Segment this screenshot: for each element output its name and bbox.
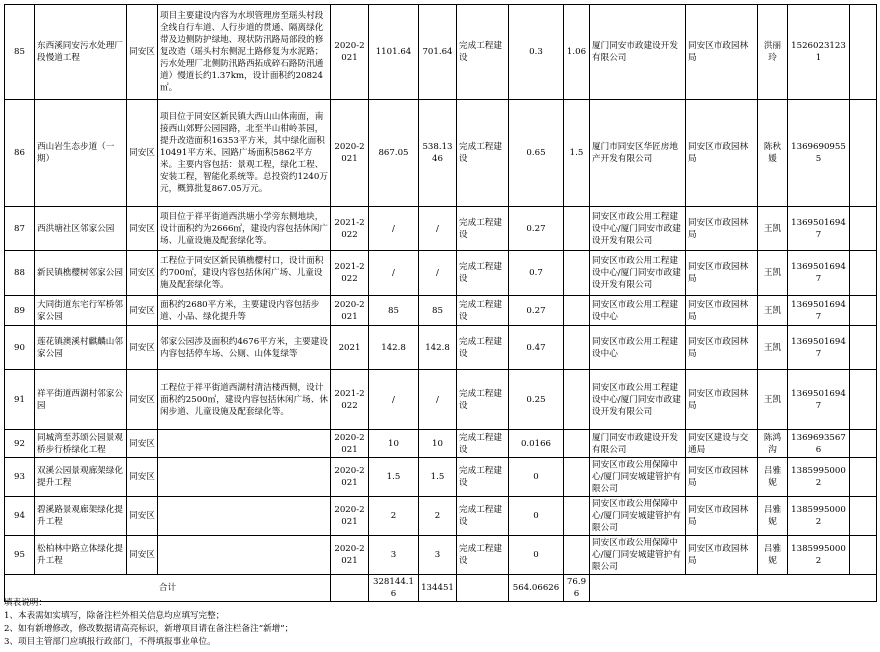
cell-no: 94 bbox=[5, 497, 35, 536]
cell-dept: 同安区市政园林局 bbox=[686, 497, 758, 536]
cell-no: 95 bbox=[5, 536, 35, 575]
cell-district: 同安区 bbox=[127, 100, 158, 207]
cell-v1: 0.0166 bbox=[509, 430, 564, 458]
notes-title: 填表说明： bbox=[4, 598, 47, 608]
total-label: 合计 bbox=[5, 575, 331, 602]
fill-instructions bbox=[4, 597, 293, 649]
table-row bbox=[5, 536, 877, 575]
cell-remark bbox=[850, 370, 877, 430]
cell-inv-done: / bbox=[419, 207, 457, 251]
cell-period: 2020-2021 bbox=[331, 430, 369, 458]
cell-inv-total: 1.5 bbox=[369, 458, 419, 497]
cell-content: 工程位于祥平街道西湖村清洁楼西侧，设计面积约2500㎡，建设内容包括休闲广场、休闲步道、儿童设施及配套绿化等。 bbox=[158, 370, 331, 430]
cell-inv-done: 1.5 bbox=[419, 458, 457, 497]
cell-no: 88 bbox=[5, 251, 35, 296]
cell-v1: 0.3 bbox=[509, 5, 564, 100]
cell-district: 同安区 bbox=[127, 370, 158, 430]
cell-owner: 同安区市政公用工程建设中心/厦门同安市政建设开发有限公司 bbox=[590, 251, 686, 296]
cell-contact: 陈秋媛 bbox=[758, 100, 788, 207]
cell-owner: 同安区市政公用工程建设中心 bbox=[590, 326, 686, 370]
cell-remark bbox=[850, 430, 877, 458]
cell-phone: 13695016947 bbox=[788, 296, 850, 326]
cell-period: 2020-2021 bbox=[331, 458, 369, 497]
cell-phone: 13859950002 bbox=[788, 458, 850, 497]
cell-district: 同安区 bbox=[127, 207, 158, 251]
cell-no: 85 bbox=[5, 5, 35, 100]
note-3: 3、项目主管部门应填报行政部门，不得填报事业单位。 bbox=[4, 637, 216, 647]
cell-content bbox=[158, 536, 331, 575]
cell-v1: 0 bbox=[509, 536, 564, 575]
cell-phone: 13695016947 bbox=[788, 251, 850, 296]
cell-owner: 同安区市政公用保障中心/厦门同安城建管护有限公司 bbox=[590, 458, 686, 497]
cell-phone: 13695016947 bbox=[788, 326, 850, 370]
cell-name: 莲花镇澳溪村麒麟山邻家公园 bbox=[35, 326, 127, 370]
table-row bbox=[5, 370, 877, 430]
cell-name: 西洪塘社区邻家公园 bbox=[35, 207, 127, 251]
table-row bbox=[5, 458, 877, 497]
cell-contact: 王凯 bbox=[758, 326, 788, 370]
note-2: 2、如有新增修改，修改数据请高亮标识，新增项目请在备注栏备注“新增”； bbox=[4, 624, 294, 634]
cell-no: 92 bbox=[5, 430, 35, 458]
cell-owner: 同安区市政公用工程建设中心 bbox=[590, 296, 686, 326]
cell-dept: 同安区市政园林局 bbox=[686, 370, 758, 430]
cell-v2 bbox=[564, 326, 590, 370]
cell-no: 89 bbox=[5, 296, 35, 326]
cell-dept: 同安区市政园林局 bbox=[686, 207, 758, 251]
cell-content: 项目位于同安区新民镇大西山山体南面，南接西山郊野公园园路，北至半山柑岭茶园，提升改造面积16353平方米，其中绿化面积10491平方米、园路广场面积5862平方米。主要内容包括：景观工程，绿化工程、安装工程，智能化系统等。总投资约1240万元，概算批复867.05万元。 bbox=[158, 100, 331, 207]
cell-v2 bbox=[564, 458, 590, 497]
cell-v2 bbox=[564, 207, 590, 251]
table-row bbox=[5, 251, 877, 296]
cell-v2 bbox=[564, 251, 590, 296]
cell-inv-done: 701.64 bbox=[419, 5, 457, 100]
cell-remark bbox=[850, 326, 877, 370]
cell-content: 邻家公园涉及面积约4676平方米，主要建设内容包括停车场、公厕、山体复绿等 bbox=[158, 326, 331, 370]
cell-no: 90 bbox=[5, 326, 35, 370]
cell-phone: 13696909555 bbox=[788, 100, 850, 207]
cell-remark bbox=[850, 5, 877, 100]
cell-status: 完成工程建设 bbox=[457, 497, 509, 536]
cell-period: 2021-2022 bbox=[331, 251, 369, 296]
cell-owner: 同安区市政公用保障中心/厦门同安城建管护有限公司 bbox=[590, 497, 686, 536]
cell-v1: 0.27 bbox=[509, 207, 564, 251]
cell-status: 完成工程建设 bbox=[457, 458, 509, 497]
cell-v2 bbox=[564, 536, 590, 575]
cell-inv-total: 85 bbox=[369, 296, 419, 326]
cell-dept: 同安区市政园林局 bbox=[686, 5, 758, 100]
cell-v1: 0.47 bbox=[509, 326, 564, 370]
cell-district: 同安区 bbox=[127, 251, 158, 296]
cell-content bbox=[158, 458, 331, 497]
cell-dept: 同安区市政园林局 bbox=[686, 251, 758, 296]
cell-inv-done: 3 bbox=[419, 536, 457, 575]
cell-contact: 吕雅妮 bbox=[758, 458, 788, 497]
cell-district: 同安区 bbox=[127, 326, 158, 370]
cell-no: 93 bbox=[5, 458, 35, 497]
cell-remark bbox=[850, 458, 877, 497]
cell-inv-total: / bbox=[369, 370, 419, 430]
cell-no: 86 bbox=[5, 100, 35, 207]
cell-content bbox=[158, 430, 331, 458]
cell-phone: 13695016947 bbox=[788, 207, 850, 251]
cell-name: 西山岩生态步道（一期） bbox=[35, 100, 127, 207]
cell-name: 大同街道东宅行军桥邻家公园 bbox=[35, 296, 127, 326]
cell-inv-total: 142.8 bbox=[369, 326, 419, 370]
cell-phone: 13696935676 bbox=[788, 430, 850, 458]
cell-name: 祥平街道西湖村邻家公园 bbox=[35, 370, 127, 430]
cell-status: 完成工程建设 bbox=[457, 430, 509, 458]
cell-content: 面积约2680平方米，主要建设内容包括步道、小品、绿化提升等 bbox=[158, 296, 331, 326]
cell-contact: 洪丽玲 bbox=[758, 5, 788, 100]
cell-content: 项目主要建设内容为水坝管理房至瑶头村段全线自行车道、人行步道的贯通、隔离绿化带及边侧防护绿地、现状防汛路局部段的修复改造（瑶头村东侧泥土路修复为水泥路；污水处理厂北侧防汛路西拓成碎石路防汛通道）慢道长约1.37km，设计面积约20824㎡。 bbox=[158, 5, 331, 100]
cell-period: 2020-2021 bbox=[331, 5, 369, 100]
cell-v1: 0.25 bbox=[509, 370, 564, 430]
cell-period: 2020-2021 bbox=[331, 497, 369, 536]
cell-period: 2021-2022 bbox=[331, 370, 369, 430]
cell-district: 同安区 bbox=[127, 5, 158, 100]
cell-v1: 0.7 bbox=[509, 251, 564, 296]
table-row bbox=[5, 326, 877, 370]
cell-dept: 同安区市政园林局 bbox=[686, 296, 758, 326]
cell-v2: 1.06 bbox=[564, 5, 590, 100]
cell-status: 完成工程建设 bbox=[457, 536, 509, 575]
cell-period: 2020-2021 bbox=[331, 296, 369, 326]
cell-remark bbox=[850, 497, 877, 536]
cell-inv-done: 85 bbox=[419, 296, 457, 326]
cell-content: 工程位于同安区新民镇樵樱村口，设计面积约700㎡，建设内容包括休闲广场、儿童设施及配套绿化等。 bbox=[158, 251, 331, 296]
cell-phone: 15260231231 bbox=[788, 5, 850, 100]
cell-owner: 厦门市同安区华匠房地产开发有限公司 bbox=[590, 100, 686, 207]
cell-name: 同城湾至苏颂公园景观桥步行桥绿化工程 bbox=[35, 430, 127, 458]
table-row bbox=[5, 296, 877, 326]
cell-dept: 同安区市政园林局 bbox=[686, 536, 758, 575]
cell-period: 2021 bbox=[331, 326, 369, 370]
cell-status: 完成工程建设 bbox=[457, 5, 509, 100]
cell-name: 松柏林中路立体绿化提升工程 bbox=[35, 536, 127, 575]
cell-dept: 同安区市政园林局 bbox=[686, 458, 758, 497]
cell-v2 bbox=[564, 430, 590, 458]
cell-status: 完成工程建设 bbox=[457, 100, 509, 207]
cell-remark bbox=[850, 251, 877, 296]
total-inv-total: 328144.16 bbox=[369, 575, 419, 602]
cell-v1: 0 bbox=[509, 497, 564, 536]
cell-inv-total: / bbox=[369, 251, 419, 296]
cell-inv-total: 867.05 bbox=[369, 100, 419, 207]
total-v1: 564.06626 bbox=[509, 575, 564, 602]
cell-no: 87 bbox=[5, 207, 35, 251]
cell-remark bbox=[850, 207, 877, 251]
cell-contact: 吕雅妮 bbox=[758, 536, 788, 575]
cell-inv-done: 538.1346 bbox=[419, 100, 457, 207]
cell-owner: 厦门同安市政建设开发有限公司 bbox=[590, 5, 686, 100]
total-empty bbox=[590, 575, 877, 602]
cell-contact: 王凯 bbox=[758, 207, 788, 251]
cell-name: 新民镇樵樱树邻家公园 bbox=[35, 251, 127, 296]
cell-status: 完成工程建设 bbox=[457, 370, 509, 430]
cell-dept: 同安区市政园林局 bbox=[686, 326, 758, 370]
cell-remark bbox=[850, 100, 877, 207]
cell-period: 2020-2021 bbox=[331, 100, 369, 207]
cell-district: 同安区 bbox=[127, 458, 158, 497]
cell-inv-total: / bbox=[369, 207, 419, 251]
project-table bbox=[4, 4, 877, 602]
cell-owner: 厦门同安市政建设开发有限公司 bbox=[590, 430, 686, 458]
cell-v1: 0.27 bbox=[509, 296, 564, 326]
cell-phone: 13695016947 bbox=[788, 370, 850, 430]
total-empty bbox=[331, 575, 369, 602]
cell-inv-total: 3 bbox=[369, 536, 419, 575]
cell-name: 东西溪同安污水处理厂段慢道工程 bbox=[35, 5, 127, 100]
cell-no: 91 bbox=[5, 370, 35, 430]
cell-inv-total: 10 bbox=[369, 430, 419, 458]
cell-dept: 同安区市政园林局 bbox=[686, 100, 758, 207]
cell-contact: 王凯 bbox=[758, 251, 788, 296]
cell-remark bbox=[850, 296, 877, 326]
cell-status: 完成工程建设 bbox=[457, 251, 509, 296]
cell-contact: 吕雅妮 bbox=[758, 497, 788, 536]
cell-inv-done: 10 bbox=[419, 430, 457, 458]
cell-inv-done: 142.8 bbox=[419, 326, 457, 370]
cell-owner: 同安区市政公用工程建设中心/厦门同安市政建设开发有限公司 bbox=[590, 207, 686, 251]
cell-district: 同安区 bbox=[127, 536, 158, 575]
cell-inv-done: / bbox=[419, 251, 457, 296]
cell-dept: 同安区建设与交通局 bbox=[686, 430, 758, 458]
cell-period: 2021-2022 bbox=[331, 207, 369, 251]
cell-name: 碧溪路景观廊架绿化提升工程 bbox=[35, 497, 127, 536]
table-row bbox=[5, 100, 877, 207]
table-body bbox=[5, 5, 877, 602]
cell-district: 同安区 bbox=[127, 296, 158, 326]
table-row bbox=[5, 5, 877, 100]
total-inv-done: 134451 bbox=[419, 575, 457, 602]
cell-phone: 13859950002 bbox=[788, 497, 850, 536]
cell-status: 完成工程建设 bbox=[457, 296, 509, 326]
cell-status: 完成工程建设 bbox=[457, 207, 509, 251]
cell-contact: 王凯 bbox=[758, 296, 788, 326]
cell-status: 完成工程建设 bbox=[457, 326, 509, 370]
cell-inv-total: 1101.64 bbox=[369, 5, 419, 100]
cell-v2 bbox=[564, 497, 590, 536]
table-row bbox=[5, 430, 877, 458]
cell-phone: 13859950002 bbox=[788, 536, 850, 575]
cell-period: 2020-2021 bbox=[331, 536, 369, 575]
cell-inv-total: 2 bbox=[369, 497, 419, 536]
total-v2: 76.96 bbox=[564, 575, 590, 602]
cell-content: 项目位于祥平街道西洪塘小学旁东侧地块，设计面积约为2666㎡，建设内容包括休闲广场、儿童设施及配套绿化等。 bbox=[158, 207, 331, 251]
cell-district: 同安区 bbox=[127, 497, 158, 536]
total-empty bbox=[457, 575, 509, 602]
cell-inv-done: / bbox=[419, 370, 457, 430]
cell-contact: 王凯 bbox=[758, 370, 788, 430]
cell-v1: 0.65 bbox=[509, 100, 564, 207]
note-1: 1、本表需如实填写，除备注栏外相关信息均应填写完整； bbox=[4, 611, 225, 621]
cell-inv-done: 2 bbox=[419, 497, 457, 536]
cell-content bbox=[158, 497, 331, 536]
cell-v2 bbox=[564, 370, 590, 430]
table-row bbox=[5, 207, 877, 251]
cell-contact: 陈鸿沟 bbox=[758, 430, 788, 458]
cell-v2: 1.5 bbox=[564, 100, 590, 207]
cell-owner: 同安区市政公用保障中心/厦门同安城建管护有限公司 bbox=[590, 536, 686, 575]
cell-owner: 同安区市政公用工程建设中心/厦门同安市政建设开发有限公司 bbox=[590, 370, 686, 430]
cell-v1: 0 bbox=[509, 458, 564, 497]
cell-name: 双溪公园景观廊架绿化提升工程 bbox=[35, 458, 127, 497]
cell-v2 bbox=[564, 296, 590, 326]
cell-remark bbox=[850, 536, 877, 575]
cell-district: 同安区 bbox=[127, 430, 158, 458]
table-row bbox=[5, 497, 877, 536]
